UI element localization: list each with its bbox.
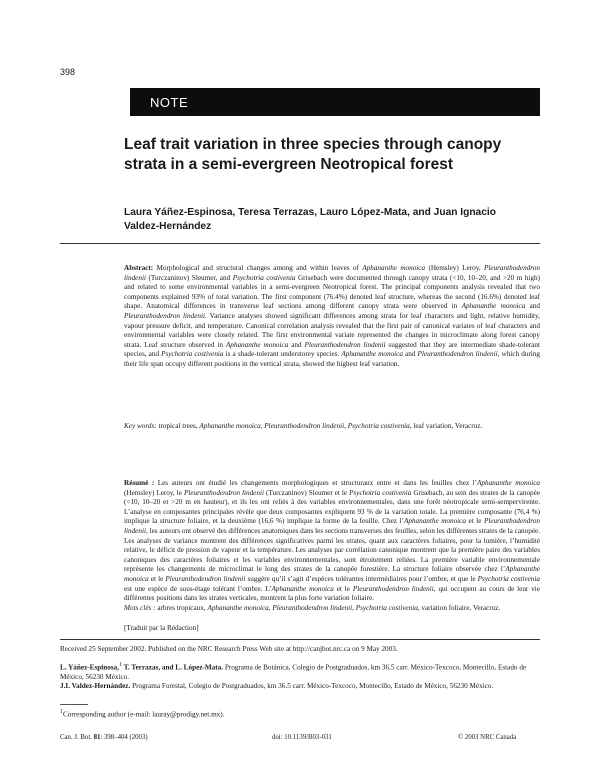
species-name: Aphananthe monoica <box>271 584 334 593</box>
keyword-text: , variation foliaire, Veracruz. <box>417 604 501 612</box>
species-name: Psychotria costivenia <box>355 604 418 612</box>
species-name: Aphananthe monoica <box>124 565 540 583</box>
doi: doi: 10.1139/B03-031 <box>272 734 332 741</box>
species-name: Aphananthe monoica <box>341 350 403 359</box>
keyword-text: , <box>344 422 348 430</box>
species-name: Pleuranthodendron lindenii <box>304 340 386 349</box>
species-name: Pleuranthodendron lindenii <box>272 604 353 612</box>
author-names: J.I. Valdez-Hernández. <box>60 682 131 690</box>
species-name: Aphananthe monoica <box>477 479 540 487</box>
resume-text: et le <box>465 517 484 526</box>
species-name: Aphananthe monoica <box>403 517 466 526</box>
abstract-text: Grisebach were documented through canopy strata (<10, 10–20, and >20 m high) and related to some environmental variables in a semi-evergreen Neotropical forest. The principal components analysis revealed that two components explained 93% of total variation. The first component (76.4%) denoted leaf structure, whereas the second (16.6%) denoted leaf shape. Anatomical differences in transverse leaf sections among different canopy strata were observed in <box>124 273 541 311</box>
abstract-text: . Variance analyses showed significant differences among strata for leaf characters and light, relative humidity, vapour pressure deficit, and temperature. Canonical correlation analysis revealed that the first pair of canonical variates of leaf characters and environmental variables were closely related. The first environmental variate represented the changes in microclimate along forest canopy strata. Leaf structure observed in <box>124 311 540 349</box>
species-name: Pleuranthodendron lindenii <box>165 574 246 583</box>
resume <box>124 479 540 604</box>
article-title: Leaf trait variation in three species through canopy strata in a semi-evergreen Neotropical forest <box>124 136 502 173</box>
header-rule <box>60 243 540 244</box>
species-name: Pleuranthodendron lindenii <box>352 584 434 593</box>
copyright: © 2003 NRC Canada <box>458 734 517 741</box>
resume-text: (Hemsley) Leroy, le <box>124 488 184 497</box>
abstract <box>124 264 540 370</box>
affiliation-text: Programa Forestal, Colegio de Postgraduados, km 36.5 carr. México-Texcoco, Montecillo, Estado de México, 56230 México. <box>130 682 494 690</box>
species-name: Aphananthe monoica <box>362 264 426 272</box>
abstract-text: Morphological and structural changes among and within leaves of <box>153 264 363 272</box>
journal-name: Can. J. Bot. <box>60 734 94 741</box>
affiliation-text: Programa de Botánica, Colegio de Postgraduados, km 36.5 carr. México-Texcoco, Montecillo, Estado de México, 56230 México. <box>60 663 527 681</box>
affiliation-2 <box>60 682 540 692</box>
species-name: Aphananthe monoica <box>199 422 261 430</box>
footnote-marker: 1 <box>119 662 123 668</box>
keyword-text: arbres tropicaux, <box>155 604 208 612</box>
corresponding-author <box>60 709 224 718</box>
translation-note: [Traduit par la Rédaction] <box>124 624 199 632</box>
author-list: Laura Yáñez-Espinosa, Teresa Terrazas, Lauro López-Mata, and Juan Ignacio Valdez-Hernández <box>124 207 496 232</box>
species-name: Pleuranthodendron lindenii <box>183 488 264 497</box>
species-name: Psychotria costivenia <box>347 422 410 430</box>
journal-volume: 81 <box>93 734 101 741</box>
abstract-text: and <box>402 350 418 359</box>
journal-pages: : 398–404 (2003) <box>100 734 148 741</box>
resume-text: , qui occupent au cours de leur vie différentes positions dans les strates verticales, montrent la plus forte variation foliaire. <box>124 584 540 603</box>
author-names: L. Yáñez-Espinosa, <box>60 663 120 672</box>
keyword-text: , <box>268 604 273 612</box>
abstract-text: (Turczaninov) Sleumer, and <box>145 273 233 282</box>
abstract-text: (Hemsley) Leroy, <box>425 264 484 272</box>
species-name: Aphananthe monoica <box>225 340 289 349</box>
keyword-text: , leaf variation, Veracruz. <box>409 422 483 430</box>
resume-text: Grisebach, au sein des strates de la canopée (<10, 10–20 et >20 m en hauteur), et ils les ont reliés à des variables environnementales, dans une forêt néotropicale semi-sempervirente. L’analyse en composantes principales révèle que deux composantes expliquent 93 % de la variation totale. La première composante (76,4 %) implique la structure foliaire, et la deuxième (16,6 %) implique la forme de la feuille. Chez l’ <box>124 488 541 526</box>
species-name: Aphananthe monoica <box>207 604 269 612</box>
resume-text: Les auteurs ont étudié les changements morphologiques et structuraux entre et dans les feuilles chez l’ <box>154 479 478 487</box>
corresponding-text: Corresponding author (e-mail: lauray@prodigy.net.mx). <box>63 710 225 719</box>
resume-text: (Turczaninov) Sleumer et le <box>263 488 350 497</box>
abstract-text: and <box>525 302 540 311</box>
section-rule <box>60 639 540 640</box>
resume-text: suggère qu’il s’agit d’espèces tolérantes intermédiaires pour l’ombre, et que le <box>245 574 478 583</box>
journal-citation <box>60 734 148 741</box>
section-label: NOTE <box>150 95 189 110</box>
species-name: Aphananthe monoica <box>461 302 526 311</box>
species-name: Pleuranthodendron lindenii <box>264 422 345 430</box>
species-name: Pleuranthodendron lindenii <box>417 350 498 359</box>
abstract-text: and <box>288 340 305 349</box>
footnote-rule <box>60 704 88 705</box>
keywords-label: Key words: <box>124 422 157 430</box>
species-name: Pleuranthodendron lindenii <box>124 311 205 320</box>
keywords-fr <box>124 604 540 614</box>
species-name: Psychotria costivenia <box>161 350 224 359</box>
resume-label: Résumé : <box>124 479 155 487</box>
affiliation-1 <box>60 661 540 683</box>
species-name: Pleuranthodendron lindenii <box>124 517 540 535</box>
abstract-text: suggested that they are intermediate shade-tolerant species, and <box>124 340 540 359</box>
keyword-text: , <box>260 422 265 430</box>
keywords-en <box>124 422 540 432</box>
keywords-label: Mots clés : <box>124 604 156 612</box>
keyword-text: tropical trees, <box>156 422 200 430</box>
species-name: Pleuranthodendron lindenii <box>124 264 540 282</box>
section-label-bar <box>130 88 540 116</box>
species-name: Psychotria costivenia <box>477 574 540 583</box>
resume-text: , les auteurs ont observé des différences anatomiques dans les sections transverses des feuilles, selon les différentes strates de la canopée. Les analyses de variance montrent des différences significatives parmi les strates, quant aux caractères foliaires, pour la lumière, l’humidité relative, le déficit de pression de vapeur et la température. Les analyses par corrélation canonique montrent que la première paire des variables canoniques des caractères foliaires et les variables environnementales, sont étroitement reliées. La première variable environnementale représente les changements de microclimat le long des strates de la canopée forestière. La structure foliaire observée chez l’ <box>124 526 540 574</box>
footnote-marker: 1 <box>60 709 63 715</box>
species-name: Psychotria costivenia <box>349 488 412 497</box>
keyword-text: , <box>352 604 356 612</box>
resume-text: est une espèce de sous-étage tolérant l’ombre. L’ <box>124 584 272 593</box>
page-number: 398 <box>60 67 76 77</box>
abstract-text: , which during their life span occupy different positions in the vertical strata, showed the highest leaf variation. <box>124 350 540 368</box>
abstract-text: is a shade-tolerant understorey species. <box>223 350 342 359</box>
resume-text: et le <box>333 584 353 593</box>
received-note: Received 25 September 2002. Published on the NRC Research Press Web site at http://canjbot.nrc.ca on 9 May 2003. <box>60 645 398 653</box>
abstract-label: Abstract: <box>124 264 154 272</box>
species-name: Psychotria costivenia <box>232 273 296 282</box>
author-names: T. Terrazas, and L. López-Mata. <box>122 663 224 672</box>
resume-text: et le <box>148 574 166 583</box>
